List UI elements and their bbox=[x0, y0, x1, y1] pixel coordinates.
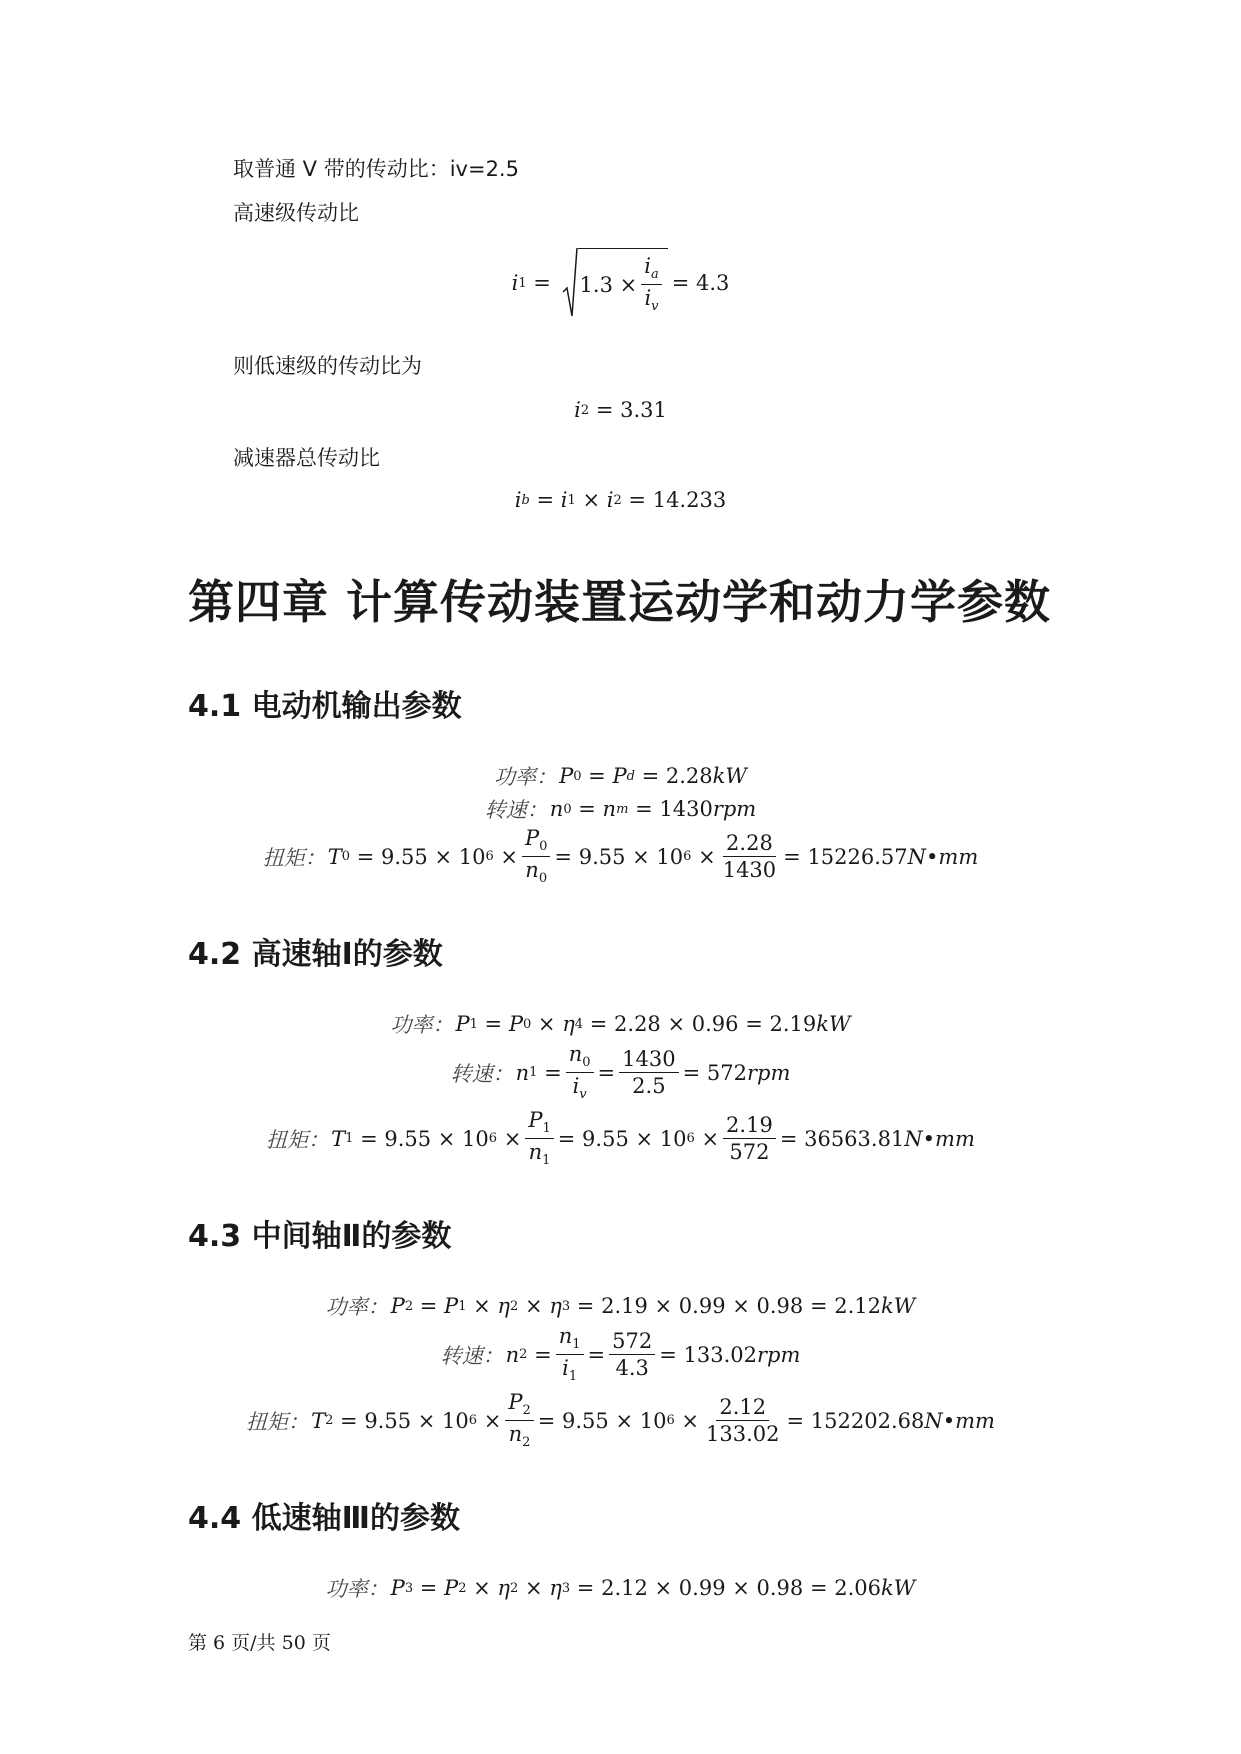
section-4-2-title: 4.2 高速轴Ⅰ的参数 bbox=[188, 937, 443, 972]
v-belt-ratio-text: 取普通 V 带的传动比：iv=2.5 bbox=[233, 157, 519, 181]
chapter-title: 第四章 计算传动装置运动学和动力学参数 bbox=[188, 575, 1052, 629]
equation-i1: i 1 = 1.3 × $\frac{i_a}{i_v}$ = 4.3 bbox=[0, 248, 1241, 318]
s43-torque-equation: 扭矩： T 2 = 9.55 × 10 6 × $\frac{P_2}{n_2}$ = 9.55 × 10 6 × $\frac{2.12}{133.02}$ = 152202.68 N•mm bbox=[246, 1390, 995, 1451]
equation-ib: i b = i 1 × i 2 = 14.233 bbox=[514, 488, 727, 512]
s43-speed-equation: 转速： n 2 = $\frac{n_1}{i_1}$ = $\frac{572}{4.3}$ = 133.02 rpm bbox=[440, 1324, 801, 1385]
sqrt-symbol: 1.3 × $\frac{i_a}{i_v}$ bbox=[562, 248, 668, 318]
low-speed-ratio-label: 则低速级的传动比为 bbox=[233, 354, 422, 378]
s41-speed-equation: 转速： n 0 = n m = 1430 rpm bbox=[484, 797, 757, 822]
section-4-1-title: 4.1 电动机输出参数 bbox=[188, 689, 462, 724]
s41-power-equation: 功率： P 0 = P d = 2.28 kW bbox=[494, 764, 747, 789]
high-speed-ratio-label: 高速级传动比 bbox=[233, 201, 359, 225]
s41-torque-equation: 扭矩： T 0 = 9.55 × 10 6 × $\frac{P_0}{n_0}$ = 9.55 × 10 6 × $\frac{2.28}{1430}$ = 15226.57 N•mm bbox=[262, 826, 979, 887]
s42-speed-equation: 转速： n 1 = $\frac{n_0}{i_v}$ = $\frac{1430}{2.5}$ = 572 rpm bbox=[450, 1042, 791, 1103]
s44-power-equation: 功率： P 3 = P 2 × η 2 × η 3 = 2.12 × 0.99 × 0.98 = 2.06 kW bbox=[325, 1576, 916, 1601]
equation-i2: i 2 = 3.31 bbox=[574, 398, 667, 422]
s43-power-equation: 功率： P 2 = P 1 × η 2 × η 3 = 2.19 × 0.99 × 0.98 = 2.12 kW bbox=[325, 1294, 916, 1319]
total-ratio-label: 减速器总传动比 bbox=[233, 446, 380, 470]
s42-torque-equation: 扭矩： T 1 = 9.55 × 10 6 × $\frac{P_1}{n_1}$ = 9.55 × 10 6 × $\frac{2.19}{572}$ = 36563.81 N•mm bbox=[266, 1108, 975, 1169]
section-4-4-title: 4.4 低速轴Ⅲ的参数 bbox=[188, 1501, 460, 1536]
page-number-footer: 第 6 页/共 50 页 bbox=[188, 1632, 331, 1654]
section-4-3-title: 4.3 中间轴Ⅱ的参数 bbox=[188, 1219, 452, 1254]
s42-power-equation: 功率： P 1 = P 0 × η 4 = 2.28 × 0.96 = 2.19 kW bbox=[390, 1012, 851, 1037]
